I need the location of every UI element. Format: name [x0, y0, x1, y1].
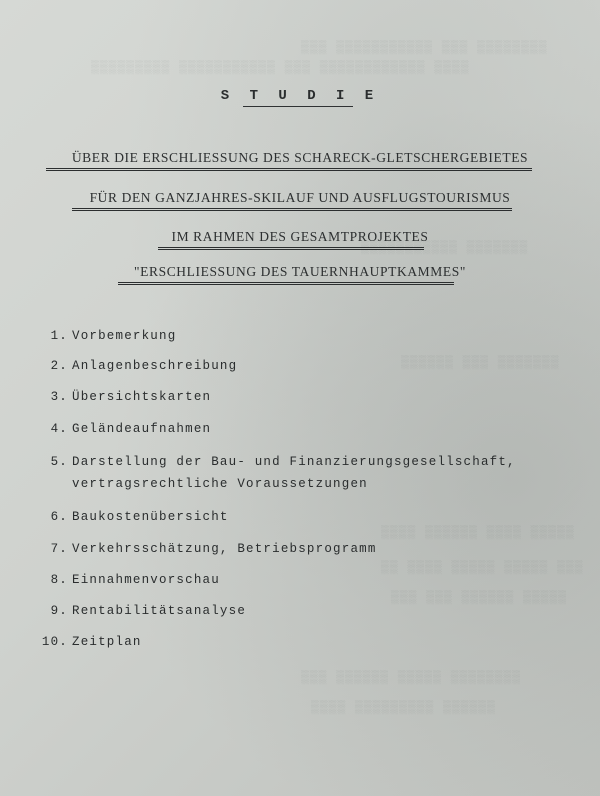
toc-item-number: 3.	[50, 390, 68, 404]
toc-item-number: 1.	[50, 329, 68, 343]
toc-item-number: 2.	[50, 359, 68, 373]
heading-line-4: "ERSCHLIESSUNG DES TAUERNHAUPTKAMMES"	[134, 264, 466, 279]
bleed-through-texture: ▒▒▒▒ ▒▒▒▒▒▒▒▒▒▒▒▒ ▒▒▒ ▒▒▒▒▒▒▒▒▒▒▒ ▒▒▒▒▒▒▒▒▒	[90, 60, 469, 75]
toc-item-label: Baukostenübersicht	[72, 510, 229, 524]
heading-line-2: FÜR DEN GANZJAHRES-SKILAUF UND AUSFLUGSTOURISMUS	[89, 190, 511, 205]
bleed-through-texture: ▒▒▒▒▒ ▒▒▒▒ ▒▒▒▒▒▒ ▒▒▒▒	[380, 525, 574, 540]
toc-item-number: 9.	[50, 604, 68, 618]
heading-underline-4	[118, 282, 454, 285]
toc-item-number: 10.	[41, 635, 68, 649]
bleed-through-texture: ▒▒▒ ▒▒▒▒▒ ▒▒▒▒▒ ▒▒▒▒ ▒▒	[380, 560, 583, 575]
toc-item-number: 6.	[50, 510, 68, 524]
heading-underline-2	[72, 208, 512, 211]
toc-item-label: Verkehrsschätzung, Betriebsprogramm	[72, 542, 377, 556]
toc-item-label-continued: vertragsrechtliche Voraussetzungen	[72, 477, 368, 491]
toc-item-label: Vorbemerkung	[72, 329, 177, 343]
toc-item-label: Geländeaufnahmen	[72, 422, 212, 436]
toc-item-label: Zeitplan	[72, 635, 142, 649]
bleed-through-texture: ▒▒▒▒▒▒▒▒ ▒▒▒ ▒▒▒▒▒▒▒▒▒▒▒ ▒▒▒	[300, 40, 547, 55]
toc-item-label: Rentabilitätsanalyse	[72, 604, 247, 618]
toc-item-number: 7.	[50, 542, 68, 556]
toc-item-number: 8.	[50, 573, 68, 587]
toc-item-label: Übersichtskarten	[72, 390, 212, 404]
toc-item-number: 4.	[50, 422, 68, 436]
heading-line-3: IM RAHMEN DES GESAMTPROJEKTES	[171, 229, 429, 244]
bleed-through-texture: ▒▒▒▒▒▒▒ ▒▒▒ ▒▒▒▒▒▒	[400, 355, 559, 370]
bleed-through-texture: ▒▒▒▒▒ ▒▒▒▒▒▒ ▒▒▒ ▒▒▒	[390, 590, 567, 605]
toc-item-label: Darstellung der Bau- und Finanzierungsgesellschaft,	[72, 455, 516, 469]
document-title: S T U D I E	[220, 88, 380, 104]
toc-item-number: 5.	[50, 455, 68, 469]
toc-item-label: Anlagenbeschreibung	[72, 359, 238, 373]
heading-line-1: ÜBER DIE ERSCHLIESSUNG DES SCHARECK-GLETSCHERGEBIETES	[71, 150, 529, 165]
heading-underline-1	[46, 168, 532, 171]
heading-underline-3	[158, 247, 424, 250]
bleed-through-texture: ▒▒▒▒▒▒▒ ▒▒▒▒▒▒▒▒▒▒▒	[360, 240, 528, 255]
bleed-through-texture: ▒▒▒▒▒▒ ▒▒▒▒▒▒▒▒▒ ▒▒▒▒	[310, 700, 495, 715]
toc-item-label: Einnahmenvorschau	[72, 573, 220, 587]
title-underline	[243, 106, 353, 107]
bleed-through-texture: ▒▒▒▒▒▒▒▒ ▒▒▒▒▒ ▒▒▒▒▒▒ ▒▒▒	[300, 670, 521, 685]
